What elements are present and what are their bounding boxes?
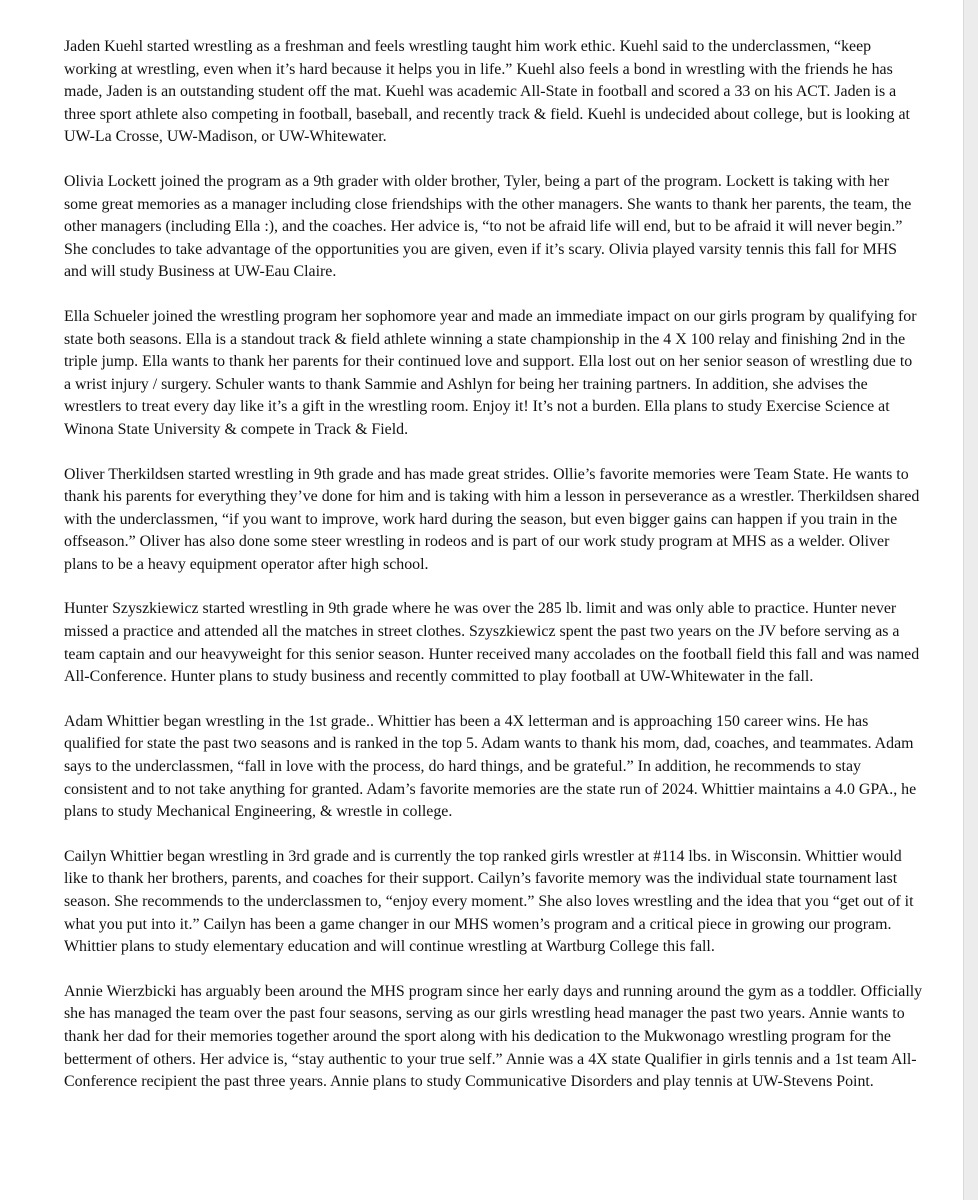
bio-paragraph-jaden-kuehl: Jaden Kuehl started wrestling as a freshman and feels wrestling taught him work ethic. Kuehl said to the underclassmen, “keep working at wrestling, even when it’s hard because it helps you in life.” Kuehl also feels a bond in wrestling with the friends he has made, Jaden is an outstanding student off the mat. Kuehl was academic All-State in football and scored a 33 on his ACT. Jaden is a three sport athlete also competing in football, baseball, and recently track & field. Kuehl is undecided about college, but is looking at UW-La Crosse, UW-Madison, or UW-Whitewater.: [64, 38, 910, 146]
bio-paragraph-olivia-lockett: Olivia Lockett joined the program as a 9th grader with older brother, Tyler, being a part of the program. Lockett is taking with her some great memories as a manager including close friendships with the other managers. She wants to thank her parents, the team, the other managers (including Ella :), and the coaches. Her advice is, “to not be afraid life will end, but to be afraid it will never begin.” She concludes to take advantage of the opportunities you are given, even if it’s scary. Olivia played varsity tennis this fall for MHS and will study Business at UW-Eau Claire.: [64, 172, 912, 281]
bio-paragraph-oliver-therkildsen: Oliver Therkildsen started wrestling in 9th grade and has made great strides. Ollie’s favorite memories were Team State. He wants to thank his parents for everything they’ve done for him and is taking with him a lesson in perseverance as a wrestler. Therkildsen shared with the underclassmen, “if you want to improve, work hard during the season, but even bigger gains can happen if you train in the offseason.” Oliver has also done some steer wrestling in rodeos and is part of our work study program at MHS as a welder. Oliver plans to be a heavy equipment operator after high school.: [64, 465, 920, 573]
bio-paragraph-adam-whittier: Adam Whittier began wrestling in the 1st grade.. Whittier has been a 4X letterman and is approaching 150 career wins. He has qualified for state the past two seasons and is ranked in the top 5. Adam wants to thank his mom, dad, coaches, and teammates. Adam says to the underclassmen, “fall in love with the process, do hard things, and be grateful.” In addition, he recommends to stay consistent and to not take anything for granted. Adam’s favorite memories are the state run of 2024. Whittier maintains a 4.0 GPA., he plans to study Mechanical Engineering, & wrestle in college.: [64, 712, 917, 821]
bio-paragraph-cailyn-whittier: Cailyn Whittier began wrestling in 3rd grade and is currently the top ranked girls wrestler at #114 lbs. in Wisconsin. Whittier would like to thank her brothers, parents, and coaches for their support. Cailyn’s favorite memory was the individual state tournament last season. She recommends to the underclassmen to, “enjoy every moment.” She also loves wrestling and the idea that you “get out of it what you put into it.” Cailyn has been a game changer in our MHS women’s program and a critical piece in growing our program. Whittier plans to study elementary education and will continue wrestling at Wartburg College this fall.: [64, 847, 914, 956]
bio-paragraph-ella-schueler: Ella Schueler joined the wrestling program her sophomore year and made an immediate impact on our girls program by qualifying for state both seasons. Ella is a standout track & field athlete winning a state championship in the 4 X 100 relay and finishing 2nd in the triple jump. Ella wants to thank her parents for their continued love and support. Ella lost out on her senior season of wrestling due to a wrist injury / surgery. Schuler wants to thank Sammie and Ashlyn for being her training partners. In addition, she advises the wrestlers to treat every day like it’s a gift in the wrestling room. Enjoy it! It’s not a burden. Ella plans to study Exercise Science at Winona State University & compete in Track & Field.: [64, 307, 917, 438]
bio-paragraph-hunter-szyszkiewicz: Hunter Szyszkiewicz started wrestling in 9th grade where he was over the 285 lb. limit and was only able to practice. Hunter never missed a practice and attended all the matches in street clothes. Szyszkiewicz spent the past two years on the JV before serving as a team captain and our heavyweight for this senior season. Hunter received many accolades on the football field this fall and was named All-Conference. Hunter plans to study business and recently committed to play football at UW-Whitewater in the fall.: [64, 600, 920, 686]
bio-paragraph-annie-wierzbicki: Annie Wierzbicki has arguably been around the MHS program since her early days and running around the gym as a toddler. Officially she has managed the team over the past four seasons, serving as our girls wrestling head manager the past two years. Annie wants to thank her dad for their memories together around the sport along with his dedication to the Mukwonago wrestling program for the betterment of others. Her advice is, “stay authentic to your true self.” Annie was a 4X state Qualifier in girls tennis and a 1st team All-Conference recipient the past three years. Annie plans to study Communicative Disorders and play tennis at UW-Stevens Point.: [64, 982, 923, 1091]
